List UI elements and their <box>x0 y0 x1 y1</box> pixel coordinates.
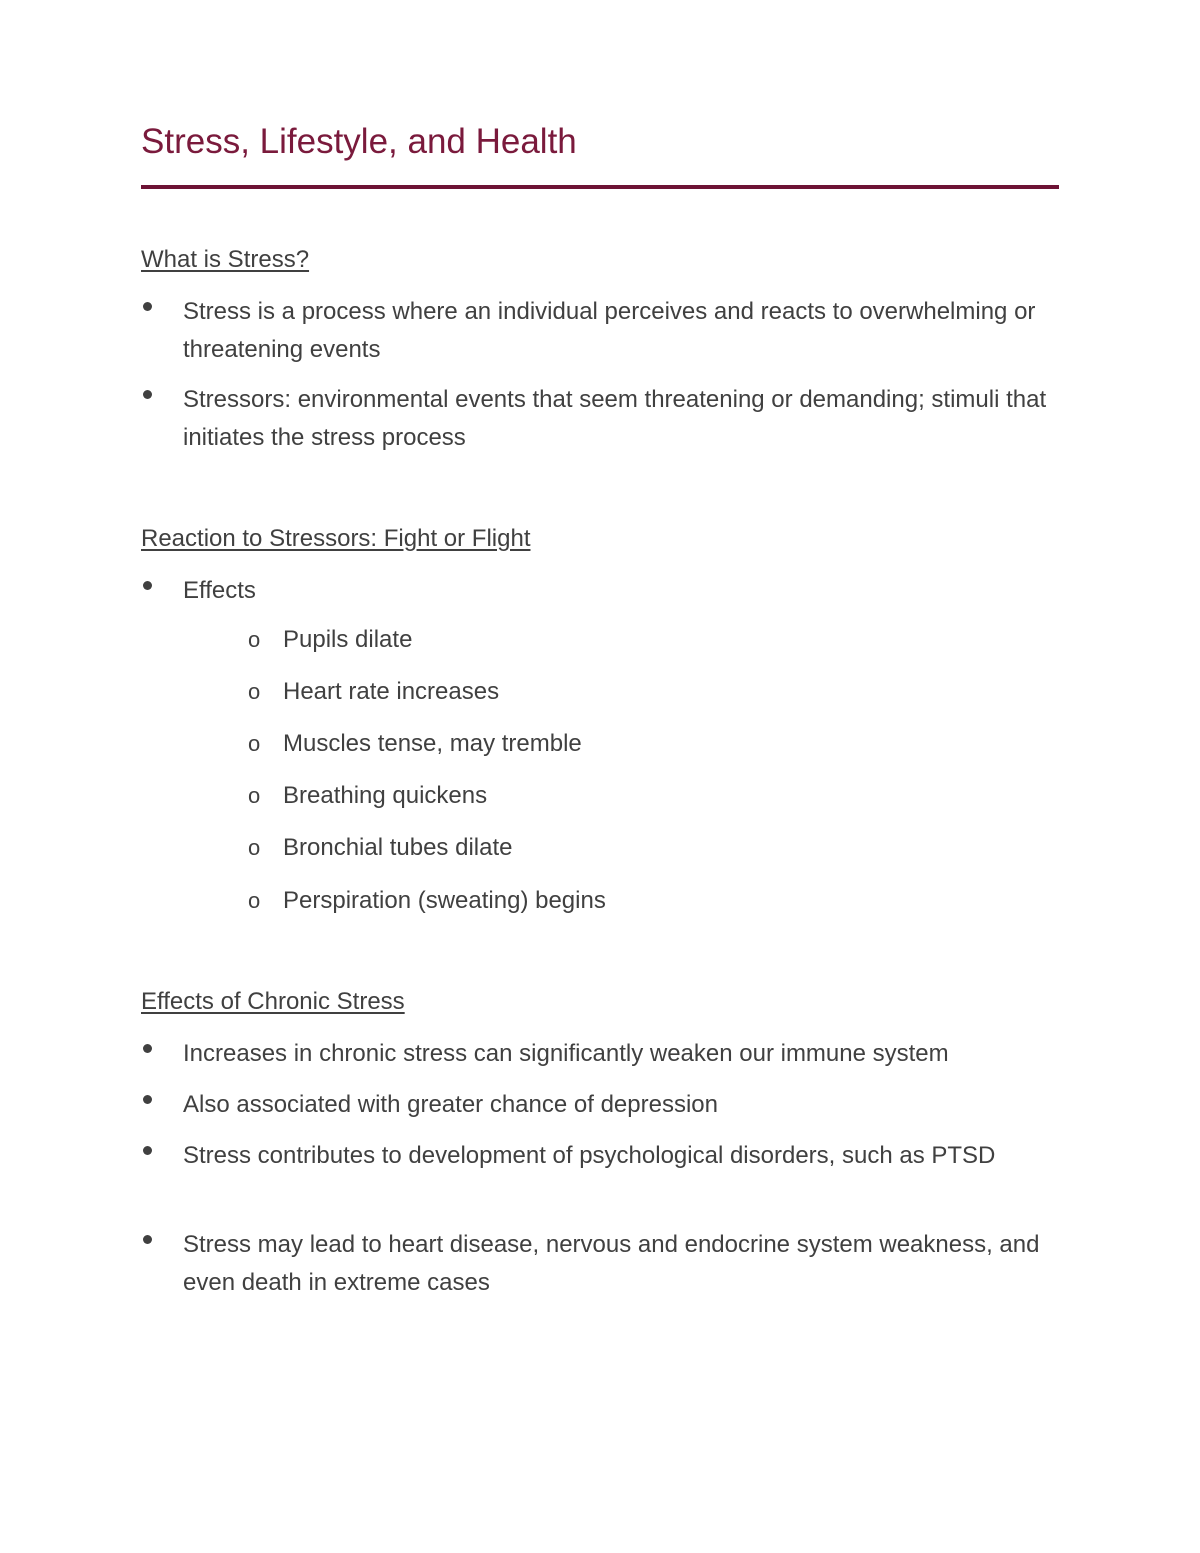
list-item-text: Increases in chronic stress can significantly weaken our immune system <box>183 1040 949 1067</box>
bullet-icon <box>143 302 152 311</box>
sub-bullet-marker: o <box>248 627 261 652</box>
list-item-text: Also associated with greater chance of depression <box>183 1091 718 1118</box>
sub-list-item-text: Muscles tense, may tremble <box>283 730 582 757</box>
title-divider <box>141 185 1059 189</box>
section-heading-fight-or-flight: Reaction to Stressors: Fight or Flight <box>141 525 531 552</box>
bullet-icon <box>143 1235 152 1244</box>
sub-bullet-marker: o <box>248 888 261 913</box>
bullet-icon <box>143 1044 152 1053</box>
sub-bullet-marker: o <box>248 731 261 756</box>
list-item-text: Effects <box>183 577 256 604</box>
section-heading-what-is-stress: What is Stress? <box>141 246 310 273</box>
bullet-icon <box>143 390 152 399</box>
bullet-icon <box>143 1146 152 1155</box>
sub-list-item-text: Breathing quickens <box>283 782 488 809</box>
sub-bullet-marker: o <box>248 679 261 704</box>
list-item-text: Stress contributes to development of psychological disorders, such as PTSD <box>183 1142 996 1169</box>
sub-list-item-text: Heart rate increases <box>283 678 500 705</box>
list-item-text: Stress may lead to heart disease, nervous and endocrine system weakness, and even death in extreme cases <box>183 1231 1040 1296</box>
document-title: Stress, Lifestyle, and Health <box>141 122 577 161</box>
section-heading-chronic-stress: Effects of Chronic Stress <box>141 988 405 1015</box>
bullet-icon <box>143 1095 152 1104</box>
sub-list-item-text: Bronchial tubes dilate <box>283 834 513 861</box>
bullet-icon <box>143 581 152 590</box>
sub-list-item-text: Perspiration (sweating) begins <box>283 887 606 914</box>
list-item-text: Stress is a process where an individual perceives and reacts to overwhelming or threatening events <box>183 298 1036 363</box>
sub-bullet-marker: o <box>248 835 261 860</box>
sub-bullet-marker: o <box>248 783 261 808</box>
list-item-text: Stressors: environmental events that seem threatening or demanding; stimuli that initiates the stress process <box>183 386 1047 451</box>
sub-list-item-text: Pupils dilate <box>283 626 413 653</box>
